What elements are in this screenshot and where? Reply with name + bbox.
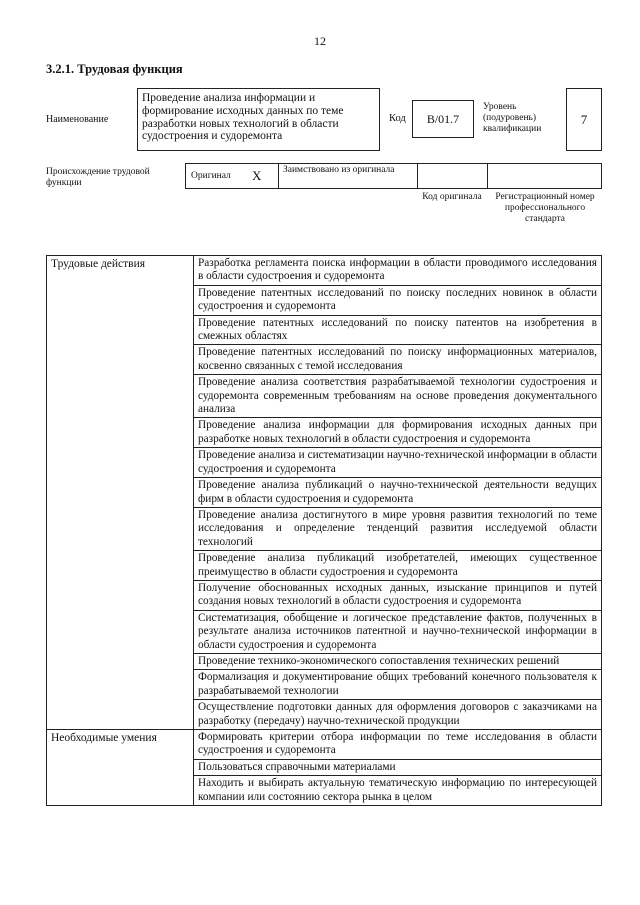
borrowed-label: Заимствовано из оригинала <box>283 165 395 175</box>
list-item: Систематизация, обобщение и логическое представление фактов, полученных в результате анализа источников патентной и научно-технической информации в области судостроения и судоремонта <box>194 611 601 654</box>
required-skills-row <box>47 730 602 806</box>
list-item: Разработка регламента поиска информации в области проводимого исследования в области судостроения и судоремонта <box>194 256 601 286</box>
reg-number-label: Регистрационный номер профессионального стандарта <box>495 192 595 224</box>
list-item: Формализация и документирование общих требований конечного пользователя к разрабатываемой технологии <box>194 670 601 700</box>
code-box <box>412 100 474 138</box>
code-original-cell <box>418 164 488 188</box>
list-item: Проведение анализа публикаций о научно-технической деятельности ведущих фирм в области судостроения и судоремонта <box>194 478 601 508</box>
labor-actions-row <box>47 256 602 730</box>
list-item: Проведение анализа и систематизации научно-технической информации в области судостроения и судоремонта <box>194 448 601 478</box>
origin-row <box>185 163 602 189</box>
code-label: Код <box>389 113 406 124</box>
name-label: Наименование <box>46 114 109 125</box>
list-item: Осуществление подготовки данных для оформления договоров с заказчиками на разработку (передачу) научно-технической продукции <box>197 701 597 727</box>
original-label: Оригинал <box>191 171 231 181</box>
section-heading: 3.2.1. Трудовая функция <box>46 62 183 76</box>
function-name-box <box>137 88 380 151</box>
level-value: 7 <box>580 111 588 127</box>
list-item: Проведение патентных исследований по поиску последних новинок в области судостроения и судоремонта <box>194 286 601 316</box>
function-table <box>46 255 602 806</box>
list-item: Проведение анализа публикаций изобретателей, имеющих существенное преимущество в области судостроения и судоремонта <box>194 551 601 581</box>
level-label: Уровень (подуровень) квалификации <box>483 102 542 134</box>
reg-number-cell <box>488 164 601 188</box>
borrowed-cell <box>279 164 418 188</box>
list-item: Проведение анализа достигнутого в мире уровня развития технологий по теме исследования и определение тенденций развития исследуемой области технологий <box>194 508 601 551</box>
list-item: Проведение анализа информации для формирования исходных данных при разработке новых технологий в области судостроения и судоремонта <box>194 418 601 448</box>
list-item: Проведение патентных исследований по поиску патентов на изобретения в смежных областях <box>194 316 601 346</box>
list-item: Проведение патентных исследований по поиску информационных материалов, косвенно связанных с темой исследования <box>194 345 601 375</box>
list-item: Получение обоснованных исходных данных, изыскание принципов и путей создания новых технологий в области судостроения и судоремонта <box>194 581 601 611</box>
list-item: Находить и выбирать актуальную тематическую информацию по интересующей компании или состоянию сектора рынка в целом <box>197 777 597 803</box>
list-item: Пользоваться справочными материалами <box>194 760 601 776</box>
list-item: Формировать критерии отбора информации по теме исследования в области судостроения и судоремонта <box>194 730 601 760</box>
origin-label: Происхождение трудовой функции <box>46 167 150 188</box>
code-original-label: Код оригинала <box>422 192 482 202</box>
original-cell <box>186 164 279 188</box>
list-item: Проведение анализа соответствия разрабатываемой технологии судостроения и судоремонта современным требованиям на основе проведения документального анализа <box>194 375 601 418</box>
level-box <box>566 88 602 151</box>
required-skills-list <box>193 730 601 806</box>
labor-actions-label: Трудовые действия <box>47 256 194 730</box>
list-item: Проведение технико-экономического сопоставления технических решений <box>194 654 601 670</box>
labor-actions-list <box>193 256 601 730</box>
original-mark: X <box>252 168 262 183</box>
required-skills-label: Необходимые умения <box>47 730 194 806</box>
code-value: В/01.7 <box>426 111 460 126</box>
function-name-value: Проведение анализа информации и формирование исходных данных по теме разработки новых технологий в области судостроения и судоремонта <box>142 92 344 143</box>
page-number: 12 <box>314 34 326 48</box>
